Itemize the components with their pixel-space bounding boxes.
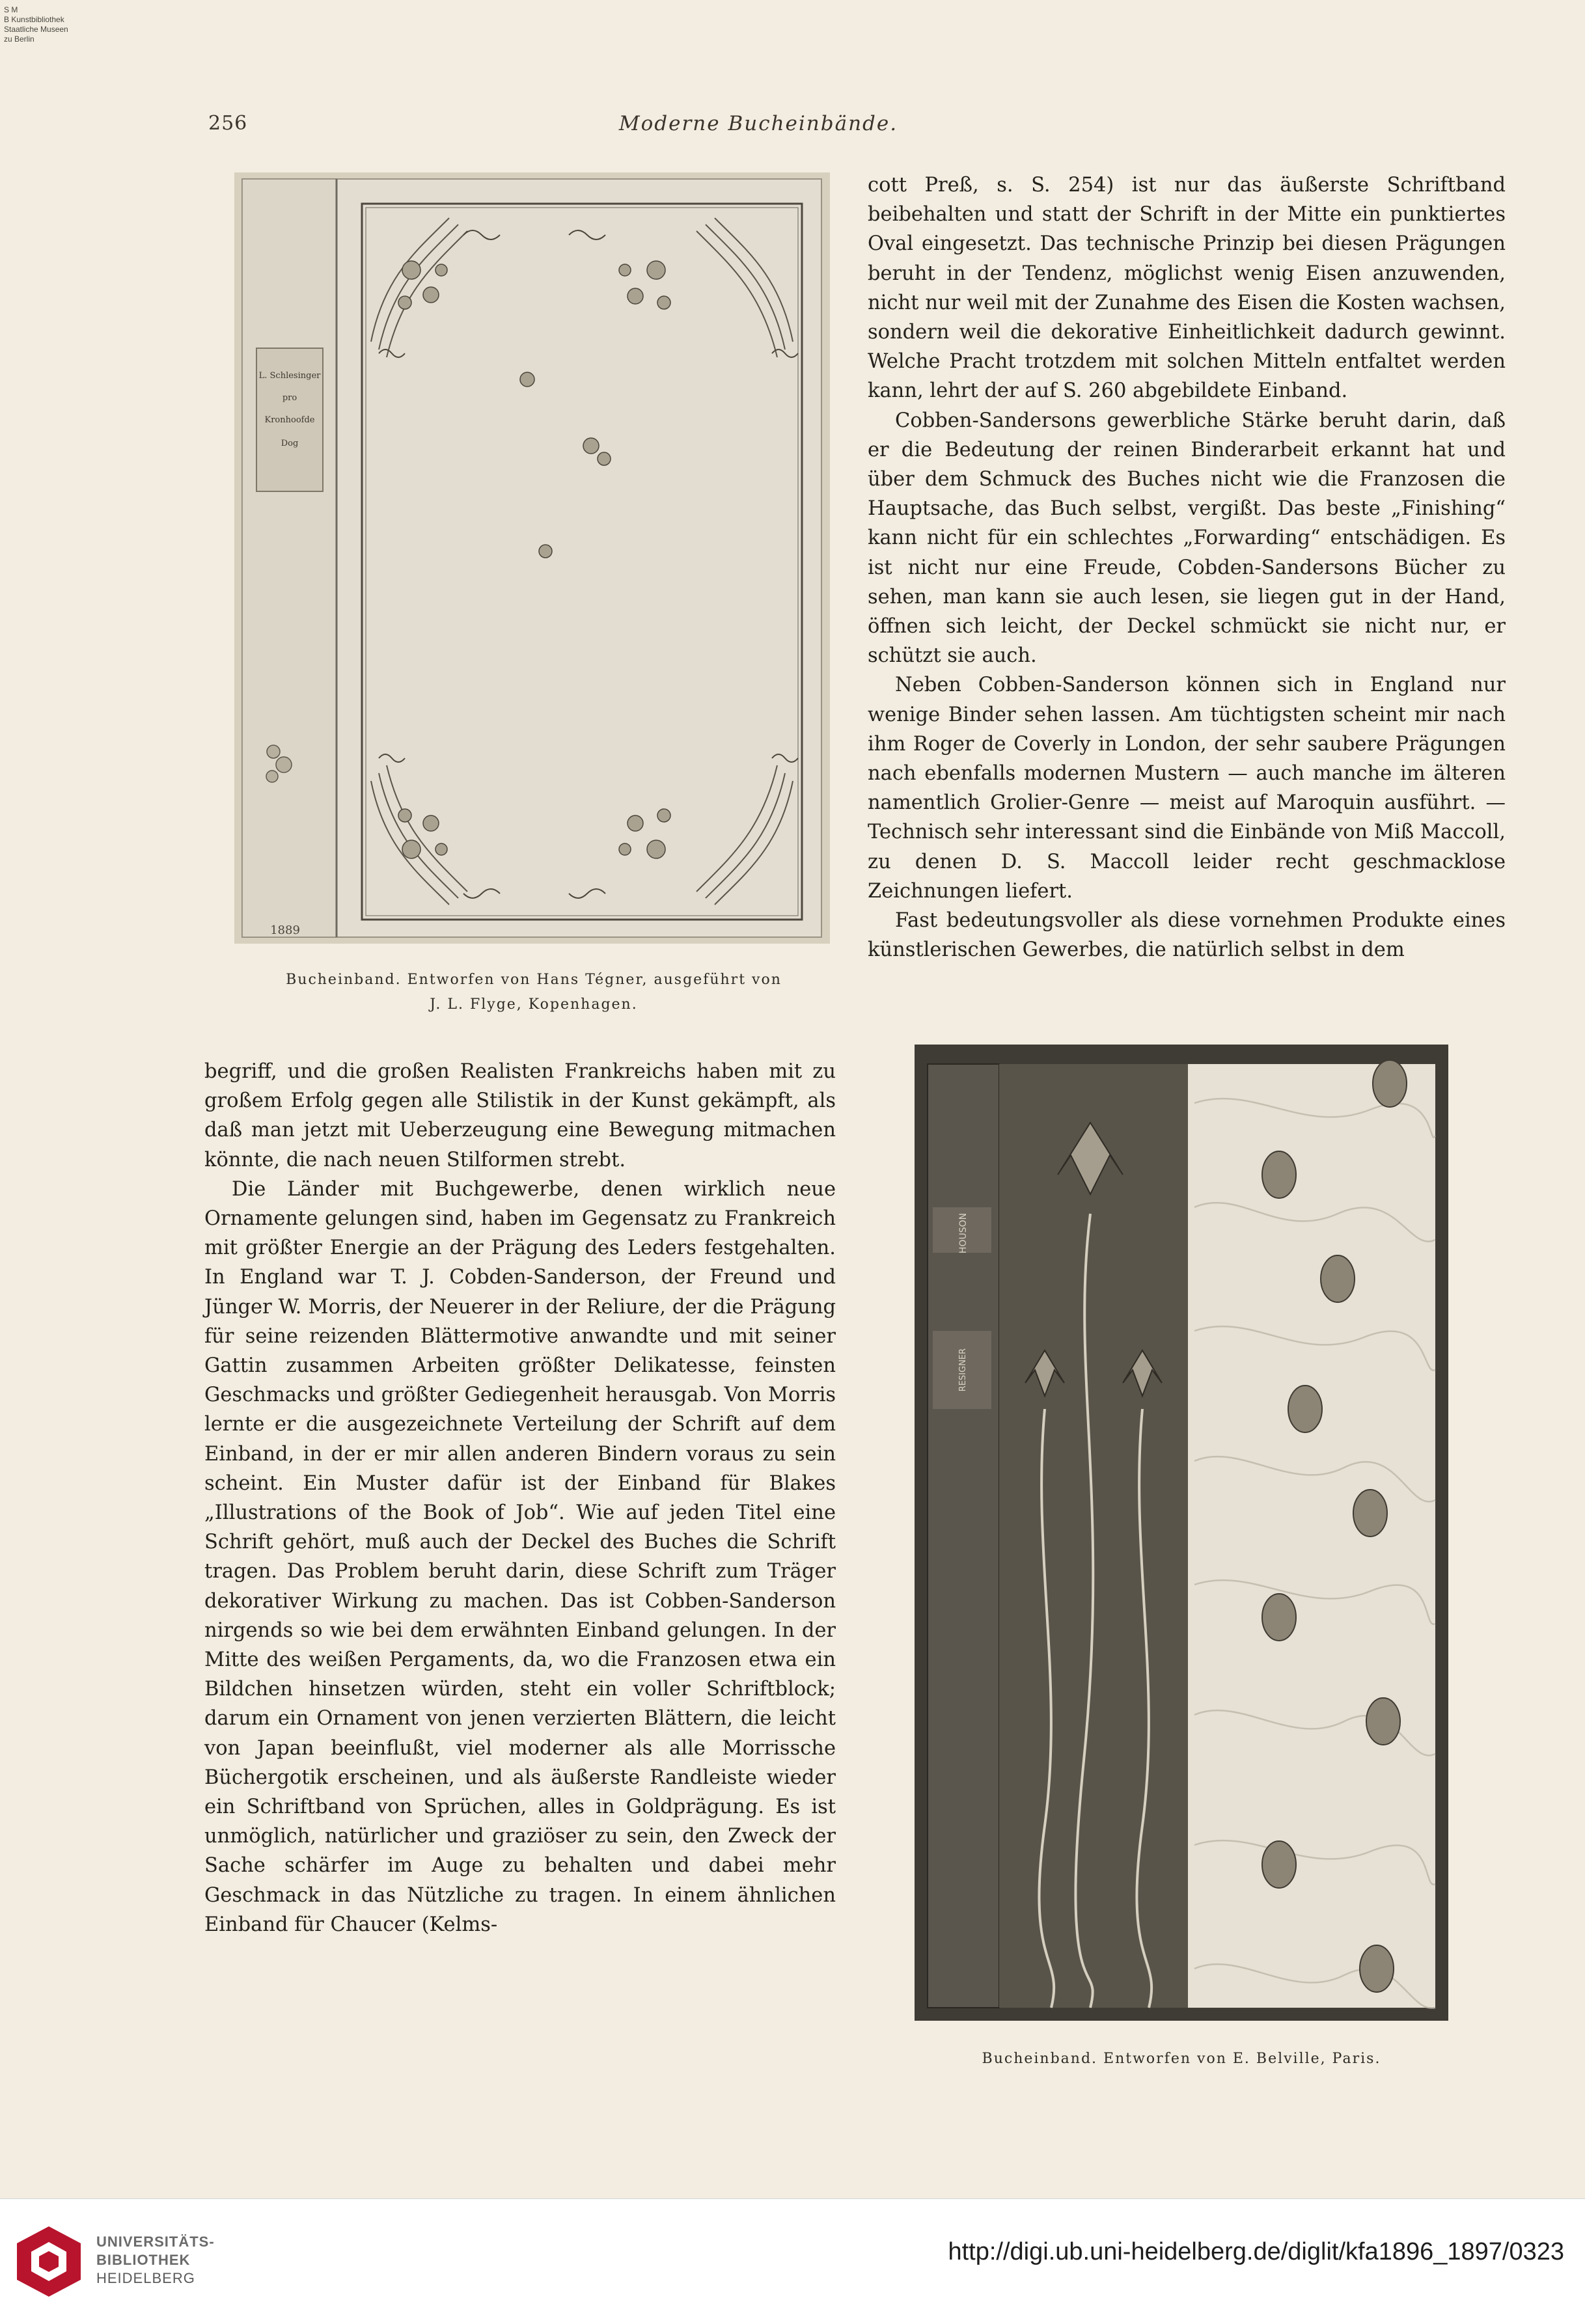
spine-label-line: pro: [282, 393, 297, 403]
stamp-line: S M: [4, 5, 18, 14]
spine-title: RESIGNER: [958, 1348, 968, 1392]
figure-caption: Bucheinband. Entworfen von E. Belville, Paris.: [982, 2051, 1381, 2067]
book-cover-illustration: [234, 172, 830, 944]
spine-label-line: Dog: [281, 439, 299, 448]
figure-image: [915, 1045, 1448, 2021]
stamp-line: zu Berlin: [4, 34, 34, 44]
paragraph: Die Länder mit Buchgewerbe, denen wirklich neue Ornamente gelungen sind, haben im Gegensatz zu Frankreich mit größter Energie an der Prägung des Leders festgehalten. In England war T. J. Cobden-Sanderson, der Freund und Jünger W. Morris, der Neuerer in der Reliure, der die Prägung für seine reizenden Blättermotive anwandte und mit seiner Gattin zusammen Arbeiten größter Delikatesse, feinsten Geschmacks und größter Gediegenheit herausgab. Von Morris lernte er die ausgezeichnete Verteilung der Schrift auf dem Einband, in der er mir allen anderen Bindern voraus zu sein scheint. Ein Muster dafür ist der Einband für Blakes „Illustrations of the Book of Job“. Wie auf jeden Titel eine Schrift gehört, muß auch der Deckel des Buches die Schrift tragen. Das Problem beruht darin, diese Schrift zum Träger dekorativer Wirkung zu machen. Das ist Cobben-Sanderson nirgends so wie bei dem erwähnten Einband gelungen. In der Mitte des weißen Pergaments, da, wo die Franzosen etwa ein Bildchen hinsetzen würden, steht ein voller Schriftblock; darum ein Ornament von jenen verzierten Blättern, die leicht von Japan beeinflußt, viel moderner als alle Morrissche Büchergotik erscheinen, und als äußerste Randleiste wieder ein Schriftband von Sprüchen, alles in Goldprägung. Es ist unmöglich, natürlicher und graziöser zu sein, den Zweck der Sache schärfer im Auge zu behalten und dabei mehr Geschmack in das Nützliche zu tragen. In einem ähnlichen Einband für Chaucer (Kelms-: [204, 1177, 836, 1936]
stamp-line: B Kunstbibliothek: [4, 15, 64, 24]
paragraph: Cobben-Sandersons gewerbliche Stärke beruht darin, daß er die Bedeutung der reinen Binderarbeit erkannt hat und über dem Schmuck des Buches nicht wie die Franzosen die Hauptsache, das Buch selbst, vergißt. Das beste „Finishing“ kann nicht für ein schlechtes „Forwarding“ entschädigen. Es ist nicht nur eine Freude, Cobden-Sandersons Bücher zu sehen, man kann sie auch lesen, sie liegen gut in der Hand, öffnen sich leicht, der Deckel schmückt sie nicht nur, er schützt sie auch.: [868, 409, 1506, 668]
university-library-logo-icon: [13, 2222, 85, 2301]
library-name-line: HEIDELBERG: [96, 2270, 195, 2286]
book-cover-illustration: [915, 1045, 1448, 2021]
figure-caption: [208, 968, 859, 1017]
paragraph: begriff, und die großen Realisten Frankreichs haben mit zu großem Erfolg gegen alle Stilistik in der Kunst gekämpft, als daß man jetzt mit Ueberzeugung eine Bewegung mitmachen könnte, die nach neuen Stilformen strebt.: [204, 1060, 836, 1171]
date-mark: 1889: [270, 923, 300, 937]
figure-image: [234, 172, 830, 944]
running-head: [208, 112, 1308, 138]
text-column-left-bottom: [204, 1057, 836, 1939]
spine-label-line: L. Schlesinger: [258, 371, 321, 381]
stamp-line: Staatliche Museen: [4, 25, 68, 34]
source-url-link[interactable]: http://digi.ub.uni-heidelberg.de/diglit/kfa1896_1897/0323: [948, 2238, 1564, 2265]
page-number: 256: [208, 112, 248, 135]
caption-line: J. L. Flyge, Kopenhagen.: [430, 996, 638, 1013]
running-title: Moderne Bucheinbände.: [618, 112, 898, 135]
caption-line: Bucheinband. Entworfen von Hans Tégner, ausgeführt von: [286, 972, 782, 988]
spine-label-line: Kronhoofde: [264, 415, 315, 425]
figure-bookbinding-tegner: [234, 172, 830, 1013]
library-stamp: [4, 5, 82, 44]
footer-bar: [0, 2198, 1585, 2324]
text-column-right-top: [868, 171, 1506, 964]
library-name-line: BIBLIOTHEK: [96, 2252, 191, 2268]
paragraph: cott Preß, s. S. 254) ist nur das äußerste Schriftband beibehalten und statt der Schrift in der Mitte ein punktiertes Oval eingesetzt. Das technische Prinzip bei diesen Prägungen beruht in der Tendenz, möglichst wenig Eisen anzuwenden, nicht nur weil mit der Zunahme des Eisen die Kosten wachsen, sondern weil die dekorative Einheitlichkeit dadurch gewinnt. Welche Pracht trotzdem mit solchen Mitteln entfaltet werden kann, lehrt der auf S. 260 abgebildete Einband.: [868, 174, 1506, 403]
spine-title: HOUSON: [958, 1212, 969, 1254]
figure-bookbinding-belville: [915, 1045, 1448, 2067]
paragraph: Neben Cobben-Sanderson können sich in England nur wenige Binder sehen lassen. Am tüchtigsten scheint mir nach ihm Roger de Coverly in London, der sehr saubere Prägungen nach ebenfalls modernen Mustern — auch manche im älteren namentlich Grolier-Genre — meist auf Maroquin ausführt. — Technisch sehr interessant sind die Einbände von Miß Maccoll, zu denen D. S. Maccoll leider recht geschmacklose Zeichnungen liefert.: [868, 674, 1506, 903]
library-name-line: UNIVERSITÄTS-: [96, 2234, 215, 2250]
paragraph: Fast bedeutungsvoller als diese vornehmen Produkte eines künstlerischen Gewerbes, die natürlich selbst in dem: [868, 909, 1506, 962]
library-name: [96, 2233, 215, 2288]
